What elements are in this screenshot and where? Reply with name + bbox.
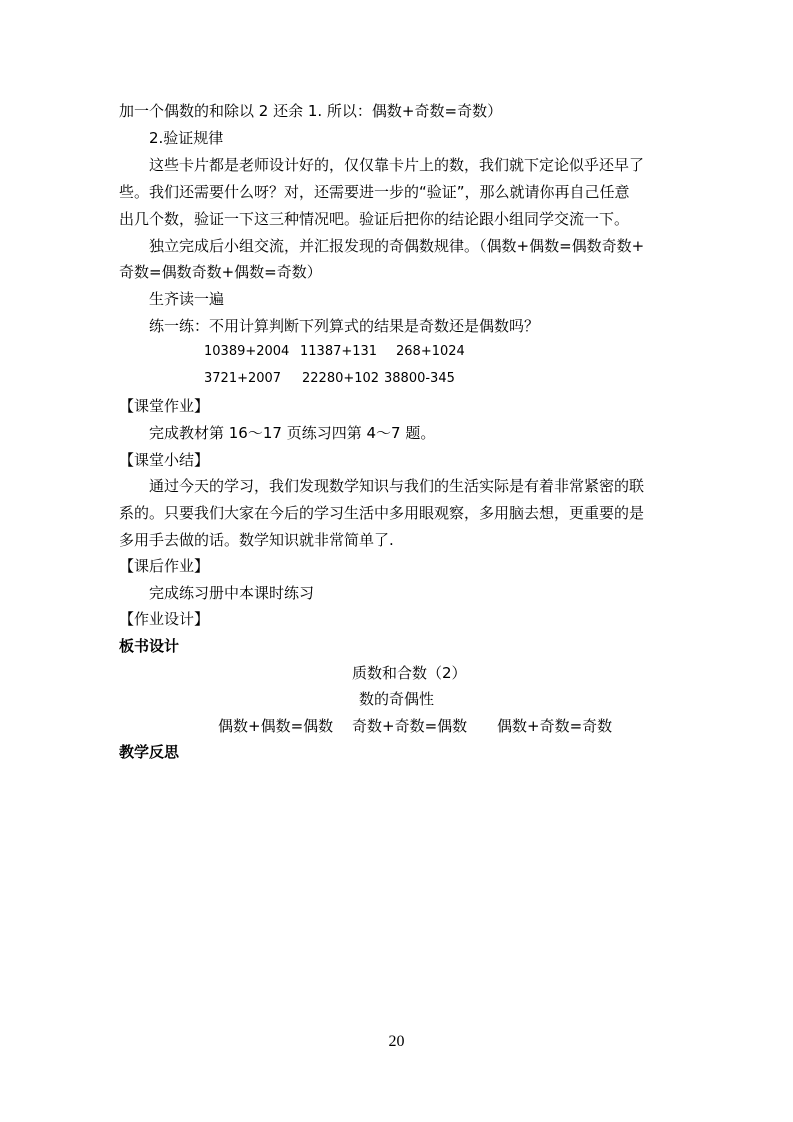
paragraph-line: 完成教材第 16～17 页练习四第 4～7 题。 xyxy=(149,424,436,442)
page-number: 20 xyxy=(388,1033,405,1050)
board-title: 质数和合数（2） xyxy=(352,664,467,682)
paragraph-line: 独立完成后小组交流，并汇报发现的奇偶数规律。（偶数+偶数=偶数奇数+ xyxy=(149,237,645,255)
board-rule: 奇数+奇数=偶数 xyxy=(352,717,468,735)
section-heading: 2.验证规律 xyxy=(149,129,224,147)
section-heading: 【作业设计】 xyxy=(119,610,210,628)
section-heading: 【课堂小结】 xyxy=(119,451,210,469)
section-heading: 【课堂作业】 xyxy=(119,397,210,415)
paragraph-line: 些。我们还需要什么呀？对，还需要进一步的“验证”，那么就请你再自己任意 xyxy=(119,183,630,201)
paragraph-line: 这些卡片都是老师设计好的，仅仅靠卡片上的数，我们就下定论似乎还早了 xyxy=(149,156,645,174)
paragraph-line: 加一个偶数的和除以 2 还余 1. 所以：偶数+奇数=奇数） xyxy=(119,102,503,120)
exercise-item: 268+1024 xyxy=(396,344,465,359)
paragraph-line: 奇数=偶数奇数+偶数=奇数） xyxy=(119,263,322,281)
paragraph-line: 多用手去做的话。数学知识就非常简单了. xyxy=(119,531,394,549)
board-rule: 偶数+偶数=偶数 xyxy=(218,717,334,735)
paragraph-line: 出几个数，验证一下这三种情况吧。验证后把你的结论跟小组同学交流一下。 xyxy=(119,210,630,228)
exercise-item: 3721+2007 xyxy=(204,371,282,386)
exercise-item: 38800-345 xyxy=(384,371,455,386)
paragraph-line: 完成练习册中本课时练习 xyxy=(149,584,315,602)
board-design-heading: 板书设计 xyxy=(119,637,180,655)
board-rule: 偶数+奇数=奇数 xyxy=(497,717,613,735)
exercise-item: 10389+2004 xyxy=(204,344,290,359)
exercise-item: 11387+131 xyxy=(300,344,378,359)
exercise-item: 22280+102 xyxy=(302,371,380,386)
paragraph-line: 生齐读一遍 xyxy=(149,290,225,308)
board-subtitle: 数的奇偶性 xyxy=(359,690,435,708)
paragraph-line: 练一练：不用计算判断下列算式的结果是奇数还是偶数吗？ xyxy=(149,317,540,335)
section-heading: 【课后作业】 xyxy=(119,557,210,575)
paragraph-line: 系的。只要我们大家在今后的学习生活中多用眼观察，多用脑去想，更重要的是 xyxy=(119,504,645,522)
paragraph-line: 通过今天的学习，我们发现数学知识与我们的生活实际是有着非常紧密的联 xyxy=(149,477,645,495)
reflection-heading: 教学反思 xyxy=(119,743,180,761)
